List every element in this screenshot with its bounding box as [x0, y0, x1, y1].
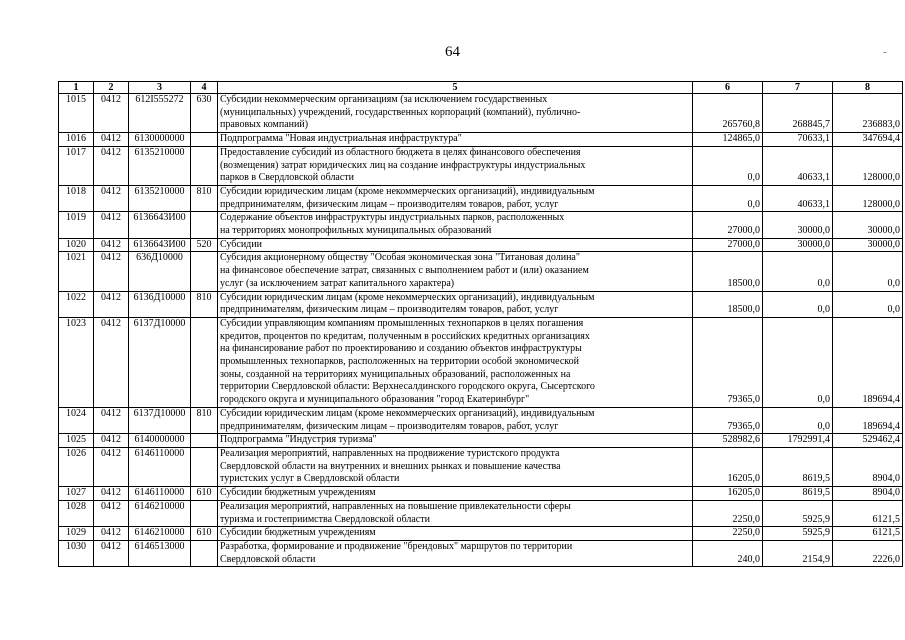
table-row [59, 291, 903, 317]
amount-cell-2: 70633,1 [763, 133, 833, 147]
section-code-cell: 0412 [94, 317, 129, 407]
row-number-cell: 1016 [59, 133, 94, 147]
description-line: Предоставление субсидий из областного бюджета в целях финансового обеспечения [220, 146, 581, 158]
amount-cell-2: 2154,9 [763, 540, 833, 566]
margin-mark: - [883, 46, 887, 58]
amount-cell-2: 40633,1 [763, 185, 833, 211]
amount-cell-1: 27000,0 [693, 212, 763, 238]
table-body [59, 94, 903, 567]
description-line: Свердловской области на внутренних и внешних рынках и повышение качества [220, 460, 561, 472]
table-row [59, 447, 903, 486]
section-code-cell: 0412 [94, 238, 129, 252]
amount-cell-3: 0,0 [833, 252, 903, 291]
amount-cell-3: 128000,0 [833, 146, 903, 185]
expense-type-cell [191, 133, 218, 147]
expense-type-cell [191, 252, 218, 291]
row-number-cell: 1015 [59, 94, 94, 133]
amount-cell-3: 347694,4 [833, 133, 903, 147]
description-line: Субсидии юридическим лицам (кроме некоммерческих организаций), индивидуальным [220, 291, 595, 303]
target-article-cell: 6136Д10000 [129, 291, 191, 317]
amount-cell-2: 30000,0 [763, 238, 833, 252]
table-row [59, 238, 903, 252]
amount-cell-2: 40633,1 [763, 146, 833, 185]
row-number-cell: 1027 [59, 487, 94, 501]
description-line: Подпрограмма "Индустрия туризма" [220, 434, 377, 446]
amount-cell-1: 79365,0 [693, 407, 763, 433]
description-line: Реализация мероприятий, направленных на продвижение туристского продукта [220, 447, 560, 459]
description-line: Подпрограмма "Новая индустриальная инфраструктура" [220, 133, 462, 145]
amount-cell-3: 2226,0 [833, 540, 903, 566]
description-line: зоны, созданной на территориях муниципальных образований, расположенных на [220, 368, 571, 380]
header-cell: 5 [218, 82, 693, 94]
table-row [59, 146, 903, 185]
table-row [59, 94, 903, 133]
section-code-cell: 0412 [94, 291, 129, 317]
section-code-cell: 0412 [94, 487, 129, 501]
description-line: кредитов, процентов по кредитам, полученным в российских кредитных организациях [220, 330, 590, 342]
target-article-cell: 6130000000 [129, 133, 191, 147]
description-cell [218, 527, 693, 541]
description-line: Субсидии некоммерческим организациям (за исключением государственных [220, 94, 548, 105]
amount-cell-2: 268845,7 [763, 94, 833, 133]
header-cell: 6 [693, 82, 763, 94]
description-line: предпринимателям, физическим лицам – производителям товаров, работ, услуг [220, 304, 559, 316]
table-row [59, 487, 903, 501]
amount-cell-1: 0,0 [693, 146, 763, 185]
section-code-cell: 0412 [94, 133, 129, 147]
description-line: Субсидии [220, 238, 262, 250]
budget-table [58, 81, 903, 567]
target-article-cell: 6136643И00 [129, 212, 191, 238]
header-cell: 3 [129, 82, 191, 94]
row-number-cell: 1019 [59, 212, 94, 238]
amount-cell-2: 0,0 [763, 317, 833, 407]
section-code-cell: 0412 [94, 407, 129, 433]
amount-cell-3: 0,0 [833, 291, 903, 317]
description-line: Реализация мероприятий, направленных на повышение привлекательности сферы [220, 500, 571, 512]
row-number-cell: 1022 [59, 291, 94, 317]
description-line: на финансовое обеспечение затрат, связанных с выполнением работ и (или) оказанием [220, 265, 589, 277]
expense-type-cell [191, 434, 218, 448]
expense-type-cell: 630 [191, 94, 218, 133]
table-row [59, 185, 903, 211]
table-row [59, 434, 903, 448]
description-cell [218, 238, 693, 252]
description-line: Содержание объектов инфраструктуры индустриальных парков, расположенных [220, 212, 565, 224]
page-number: 64 [445, 44, 460, 60]
description-cell [218, 212, 693, 238]
description-line: промышленных технопарков, расположенных на территории особой экономической [220, 356, 579, 368]
section-code-cell: 0412 [94, 434, 129, 448]
row-number-cell: 1026 [59, 447, 94, 486]
amount-cell-2: 1792991,4 [763, 434, 833, 448]
row-number-cell: 1017 [59, 146, 94, 185]
description-line: на территориях монопрофильных муниципальных образований [220, 225, 492, 237]
description-line: предпринимателям, физическим лицам – производителям товаров, работ, услуг [220, 198, 559, 210]
target-article-cell: 6135210000 [129, 146, 191, 185]
description-cell [218, 500, 693, 526]
description-line: Разработка, формирование и продвижение "брендовых" маршрутов по территории [220, 540, 573, 552]
row-number-cell: 1020 [59, 238, 94, 252]
expense-type-cell [191, 540, 218, 566]
target-article-cell: 6146513000 [129, 540, 191, 566]
row-number-cell: 1025 [59, 434, 94, 448]
expense-type-cell [191, 317, 218, 407]
description-line: Субсидии юридическим лицам (кроме некоммерческих организаций), индивидуальным [220, 185, 595, 197]
description-line: городского округа и муниципального образования "город Екатеринбург" [220, 394, 530, 406]
target-article-cell: 636Д10000 [129, 252, 191, 291]
amount-cell-2: 0,0 [763, 407, 833, 433]
row-number-cell: 1030 [59, 540, 94, 566]
expense-type-cell [191, 146, 218, 185]
amount-cell-2: 0,0 [763, 291, 833, 317]
row-number-cell: 1021 [59, 252, 94, 291]
amount-cell-3: 529462,4 [833, 434, 903, 448]
description-line: парков в Свердловской области [220, 172, 355, 184]
description-line: услуг (за исключением затрат капитального характера) [220, 277, 455, 289]
section-code-cell: 0412 [94, 212, 129, 238]
expense-type-cell: 610 [191, 527, 218, 541]
amount-cell-2: 8619,5 [763, 447, 833, 486]
section-code-cell: 0412 [94, 185, 129, 211]
amount-cell-1: 265760,8 [693, 94, 763, 133]
table-row [59, 527, 903, 541]
description-cell [218, 447, 693, 486]
section-code-cell: 0412 [94, 447, 129, 486]
description-line: (муниципальных) учреждений, государственных корпораций (компаний), публично- [220, 106, 581, 118]
amount-cell-1: 18500,0 [693, 252, 763, 291]
expense-type-cell [191, 447, 218, 486]
description-line: правовых компаний) [220, 119, 309, 131]
description-line: Субсидия акционерному обществу "Особая экономическая зона "Титановая долина" [220, 252, 580, 264]
amount-cell-2: 5925,9 [763, 500, 833, 526]
row-number-cell: 1023 [59, 317, 94, 407]
table-row [59, 540, 903, 566]
description-cell [218, 487, 693, 501]
description-cell [218, 185, 693, 211]
amount-cell-1: 528982,6 [693, 434, 763, 448]
target-article-cell: 6137Д10000 [129, 317, 191, 407]
target-article-cell: 6135210000 [129, 185, 191, 211]
description-cell [218, 146, 693, 185]
description-cell [218, 540, 693, 566]
row-number-cell: 1029 [59, 527, 94, 541]
description-cell [218, 252, 693, 291]
section-code-cell: 0412 [94, 94, 129, 133]
amount-cell-2: 0,0 [763, 252, 833, 291]
description-line: туристских услуг в Свердловской области [220, 473, 400, 485]
amount-cell-1: 2250,0 [693, 527, 763, 541]
description-line: Субсидии бюджетным учреждениям [220, 487, 376, 499]
target-article-cell: 6140000000 [129, 434, 191, 448]
description-cell [218, 94, 693, 133]
expense-type-cell [191, 212, 218, 238]
amount-cell-3: 189694,4 [833, 317, 903, 407]
row-number-cell: 1024 [59, 407, 94, 433]
table-row [59, 133, 903, 147]
expense-type-cell: 610 [191, 487, 218, 501]
description-line: Свердловской области [220, 553, 316, 565]
target-article-cell: 6146110000 [129, 487, 191, 501]
amount-cell-3: 30000,0 [833, 212, 903, 238]
target-article-cell: 6137Д10000 [129, 407, 191, 433]
row-number-cell: 1018 [59, 185, 94, 211]
description-line: (возмещения) затрат юридических лиц на создание инфраструктуры индустриальных [220, 159, 586, 171]
amount-cell-1: 2250,0 [693, 500, 763, 526]
description-cell [218, 291, 693, 317]
description-cell [218, 434, 693, 448]
target-article-cell: 612I555272 [129, 94, 191, 133]
description-line: Субсидии управляющим компаниям промышленных технопарков в целях погашения [220, 317, 584, 329]
header-cell: 2 [94, 82, 129, 94]
section-code-cell: 0412 [94, 252, 129, 291]
header-cell: 1 [59, 82, 94, 94]
amount-cell-3: 8904,0 [833, 487, 903, 501]
amount-cell-2: 5925,9 [763, 527, 833, 541]
header-row [59, 82, 903, 94]
amount-cell-3: 189694,4 [833, 407, 903, 433]
description-line: на финансирование работ по проектированию и созданию объектов инфраструктуры [220, 343, 582, 355]
expense-type-cell [191, 500, 218, 526]
table-row [59, 407, 903, 433]
header-cell: 4 [191, 82, 218, 94]
target-article-cell: 6136643И00 [129, 238, 191, 252]
amount-cell-3: 128000,0 [833, 185, 903, 211]
section-code-cell: 0412 [94, 146, 129, 185]
amount-cell-3: 8904,0 [833, 447, 903, 486]
section-code-cell: 0412 [94, 500, 129, 526]
header-cell: 7 [763, 82, 833, 94]
amount-cell-3: 236883,0 [833, 94, 903, 133]
amount-cell-1: 16205,0 [693, 447, 763, 486]
amount-cell-1: 27000,0 [693, 238, 763, 252]
amount-cell-2: 8619,5 [763, 487, 833, 501]
description-cell [218, 133, 693, 147]
description-line: предпринимателям, физическим лицам – производителям товаров, работ, услуг [220, 420, 559, 432]
amount-cell-1: 0,0 [693, 185, 763, 211]
expense-type-cell: 810 [191, 185, 218, 211]
amount-cell-2: 30000,0 [763, 212, 833, 238]
description-line: туризма и гостеприимства Свердловской области [220, 513, 430, 525]
row-number-cell: 1028 [59, 500, 94, 526]
description-cell [218, 407, 693, 433]
amount-cell-1: 16205,0 [693, 487, 763, 501]
amount-cell-3: 30000,0 [833, 238, 903, 252]
amount-cell-3: 6121,5 [833, 527, 903, 541]
amount-cell-3: 6121,5 [833, 500, 903, 526]
target-article-cell: 6146110000 [129, 447, 191, 486]
description-line: Субсидии юридическим лицам (кроме некоммерческих организаций), индивидуальным [220, 407, 595, 419]
amount-cell-1: 124865,0 [693, 133, 763, 147]
amount-cell-1: 240,0 [693, 540, 763, 566]
section-code-cell: 0412 [94, 540, 129, 566]
description-cell [218, 317, 693, 407]
amount-cell-1: 79365,0 [693, 317, 763, 407]
expense-type-cell: 810 [191, 291, 218, 317]
description-line: территории Свердловской области: Верхнесалдинского городского округа, Сысертского [220, 381, 595, 393]
header-cell: 8 [833, 82, 903, 94]
section-code-cell: 0412 [94, 527, 129, 541]
amount-cell-1: 18500,0 [693, 291, 763, 317]
target-article-cell: 6146210000 [129, 500, 191, 526]
expense-type-cell: 520 [191, 238, 218, 252]
table-row [59, 500, 903, 526]
description-line: Субсидии бюджетным учреждениям [220, 527, 376, 539]
table-row [59, 252, 903, 291]
expense-type-cell: 810 [191, 407, 218, 433]
table-row [59, 317, 903, 407]
target-article-cell: 6146210000 [129, 527, 191, 541]
table-row [59, 212, 903, 238]
